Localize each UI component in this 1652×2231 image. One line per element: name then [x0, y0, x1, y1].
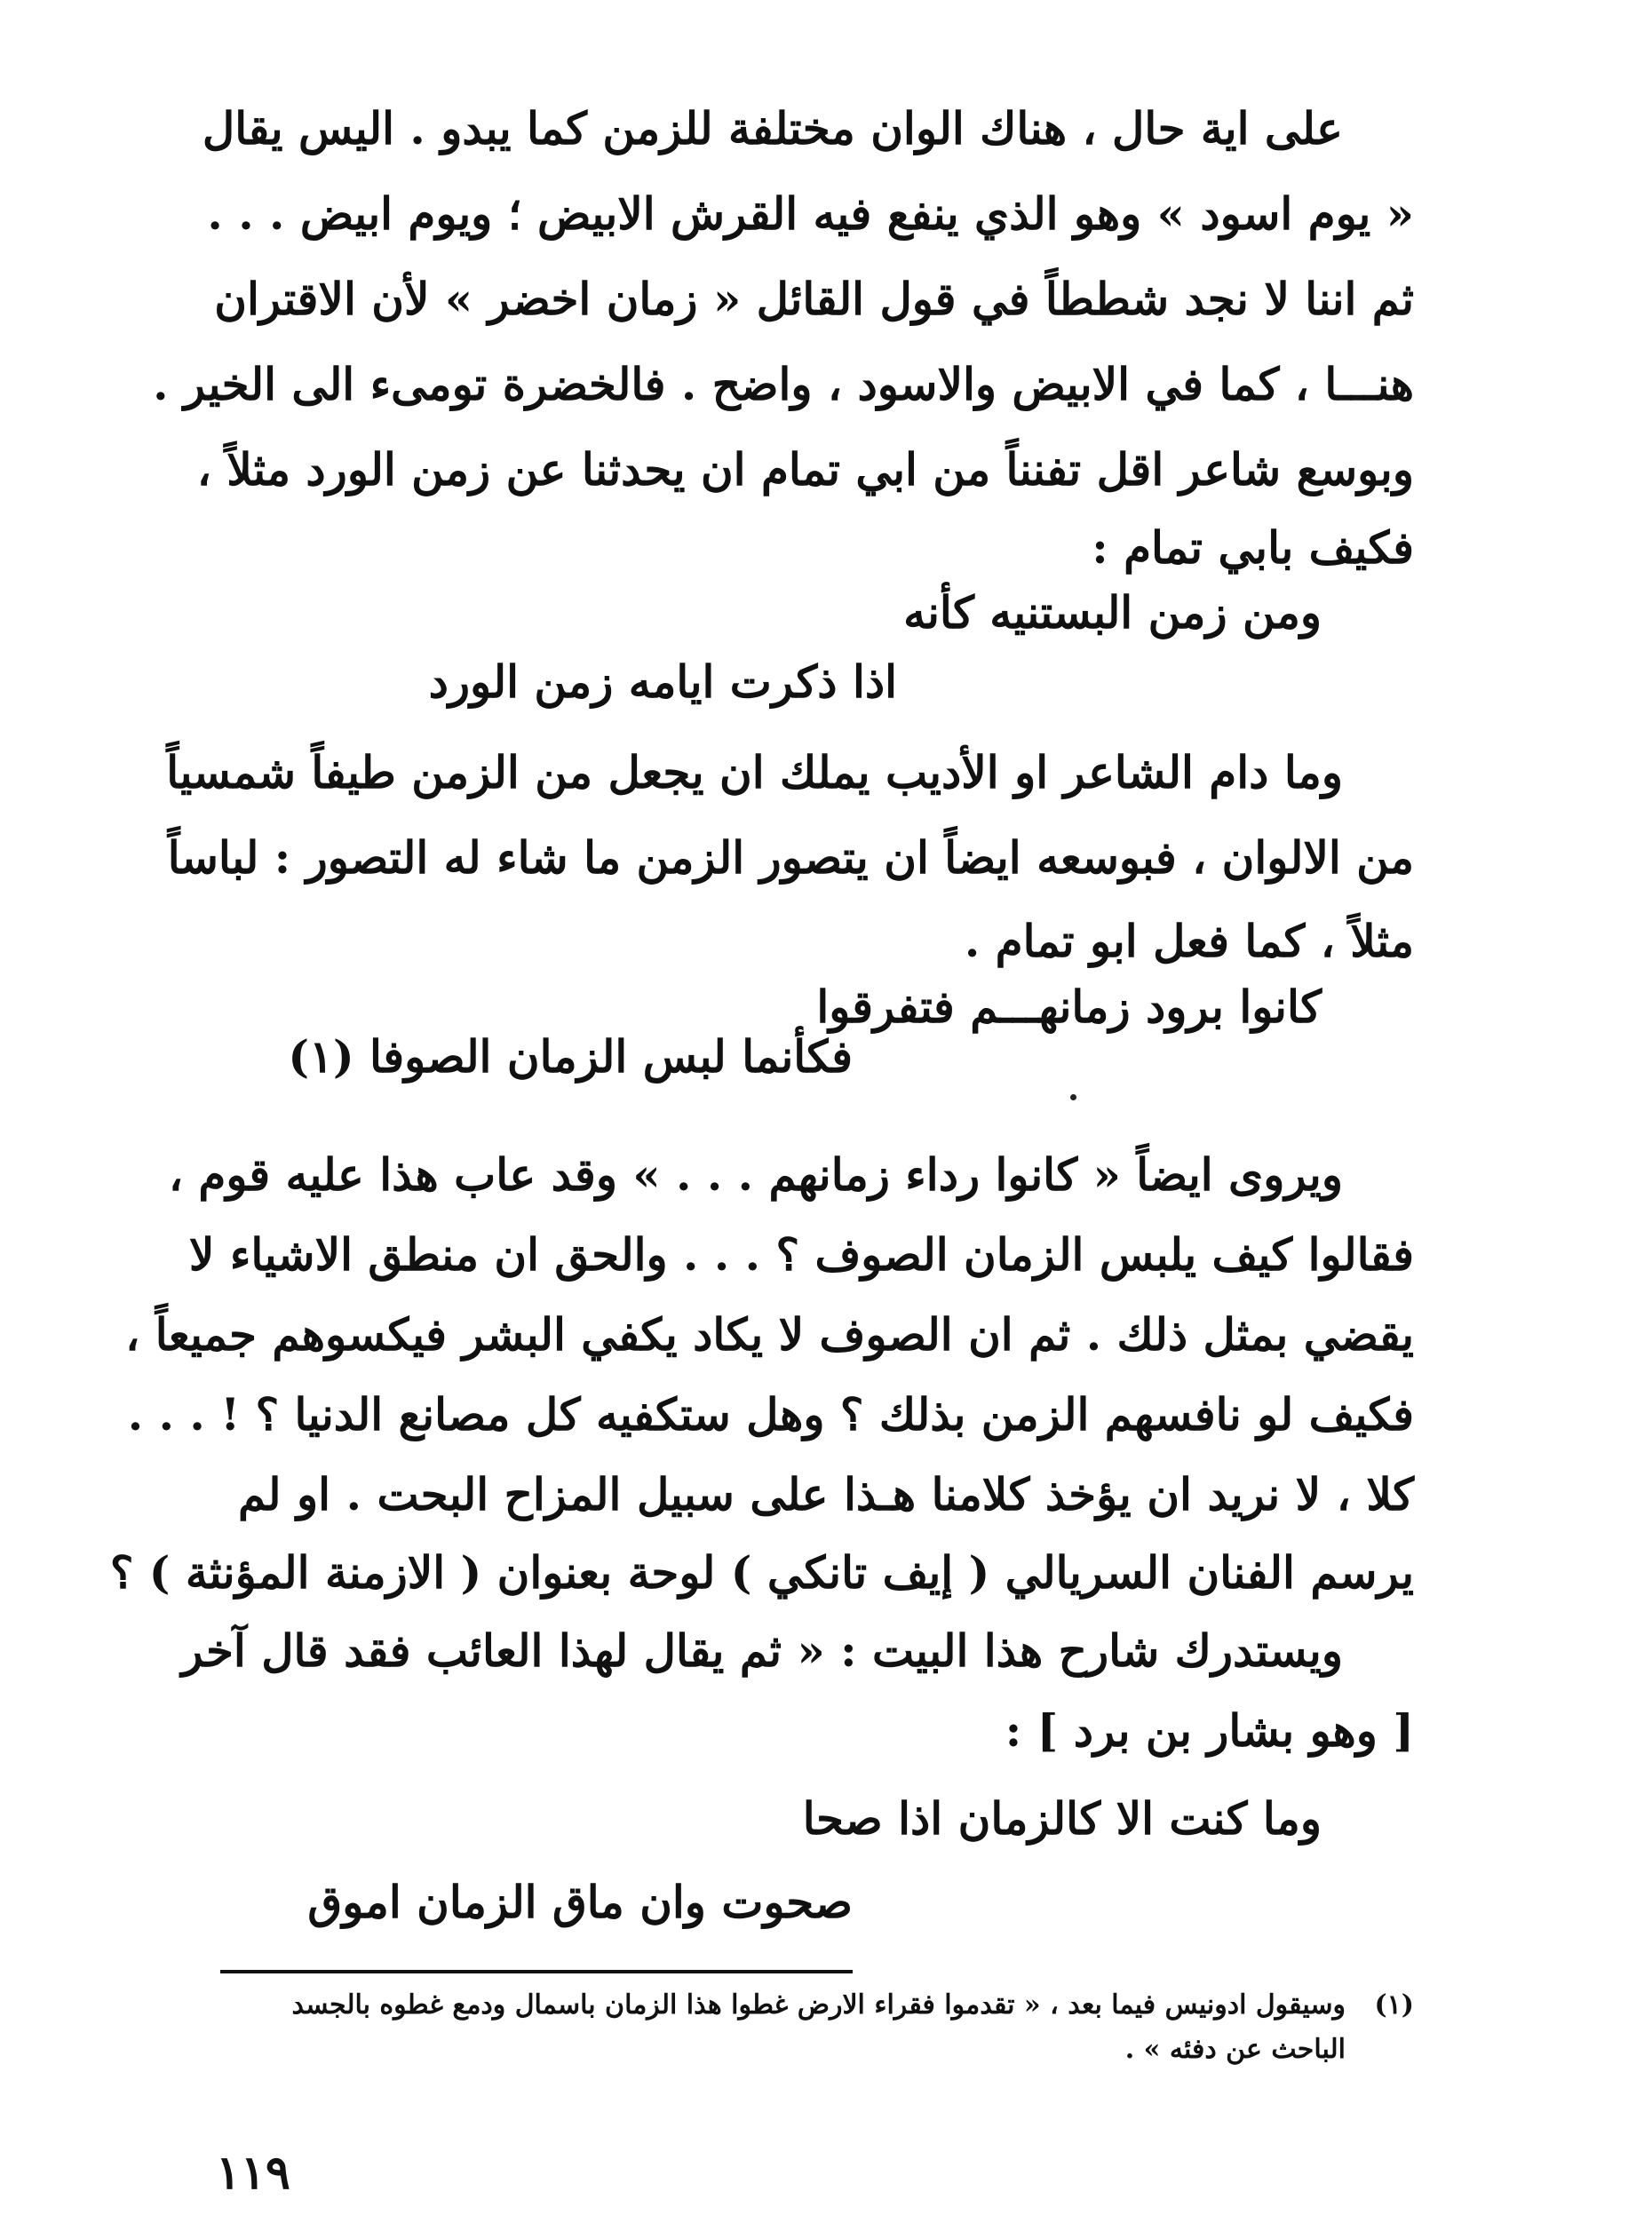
text-line: ويستدرك شارح هذا البيت : « ثم يقال لهذا العائب فقد قال آخر	[181, 1624, 1343, 1677]
text-line: يرسم الفنان السريالي ( إيف تانكي ) لوحة بعنوان ( الازمنة المؤنثة ) ؟	[109, 1546, 1414, 1599]
text-line: مثلاً ، كما فعل ابو تمام .	[964, 915, 1414, 967]
text-line: « يوم اسود » وهو الذي ينفع فيه القرش الابيض ؛ ويوم ابيض . . .	[207, 187, 1414, 240]
footnote-marker: (١)	[1374, 1989, 1414, 2021]
text-line: وبوسع شاعر اقل تفنناً من ابي تمام ان يحدثنا عن زمن الورد مثلاً ،	[196, 443, 1414, 496]
text-line: كلا ، لا نريد ان يؤخذ كلامنا هـذا على سبيل المزاح البحت . او لم	[238, 1468, 1414, 1520]
ink-speck	[1070, 1094, 1076, 1100]
verse-1-hemistich-2: اذا ذكرت ايامه زمن الورد	[428, 655, 897, 708]
page-number: ١١٩	[216, 2146, 290, 2200]
text-line: فكيف بابي تمام :	[1092, 521, 1414, 574]
text-line: فكيف لو نافسهم الزمن بذلك ؟ وهل ستكفيه كل مصانع الدنيا ؟ ! . . .	[127, 1388, 1414, 1441]
text-line: وما دام الشاعر او الأديب يملك ان يجعل من الزمن طيفاً شمسياً	[166, 746, 1343, 798]
text-line: هنـــا ، كما في الابيض والاسود ، واضح . فالخضرة تومىء الى الخير .	[153, 358, 1414, 410]
footnote-line: وسيقول ادونيس فيما بعد ، « تقدموا فقراء الارض غطوا هذا الزمان باسمال ودمع غطوه بالجسد	[291, 1989, 1346, 2021]
text-line: ويروى ايضاً « كانوا رداء زمانهم . . . » وقد عاب هذا عليه قوم ،	[168, 1148, 1343, 1201]
verse-2-hemistich-1: كانوا برود زمانهـــم فتفرقوا	[816, 981, 1322, 1033]
verse-2-hemistich-2: فكأنما لبس الزمان الصوفا (١)	[288, 1030, 853, 1083]
text-line: من الالوان ، فبوسعه ايضاً ان يتصور الزمن ما شاء له التصور : لباساً	[167, 831, 1414, 884]
verse-3-hemistich-2: صحوت وان ماق الزمان اموق	[307, 1876, 853, 1928]
text-line: فقالوا كيف يلبس الزمان الصوف ؟ . . . والحق ان منطق الاشياء لا	[188, 1228, 1414, 1281]
footnote-line: الباحث عن دفئه » .	[1124, 2034, 1346, 2065]
text-line: على اية حال ، هناك الوان مختلفة للزمن كما يبدو . اليس يقال	[202, 102, 1343, 155]
text-line: يقضي بمثل ذلك . ثم ان الصوف لا يكاد يكفي البشر فيكسوهم جميعاً ،	[125, 1308, 1414, 1361]
verse-3-hemistich-1: وما كنت الا كالزمان اذا صحا	[802, 1792, 1322, 1845]
verse-1-hemistich-1: ومن زمن البستنيه كأنه	[903, 586, 1322, 639]
text-line: ثم اننا لا نجد شططاً في قول القائل « زمان اخضر » لأن الاقتران	[214, 273, 1414, 325]
footnote-separator	[220, 1970, 853, 1973]
text-line: [ وهو بشار بن برد ] :	[1005, 1704, 1414, 1757]
